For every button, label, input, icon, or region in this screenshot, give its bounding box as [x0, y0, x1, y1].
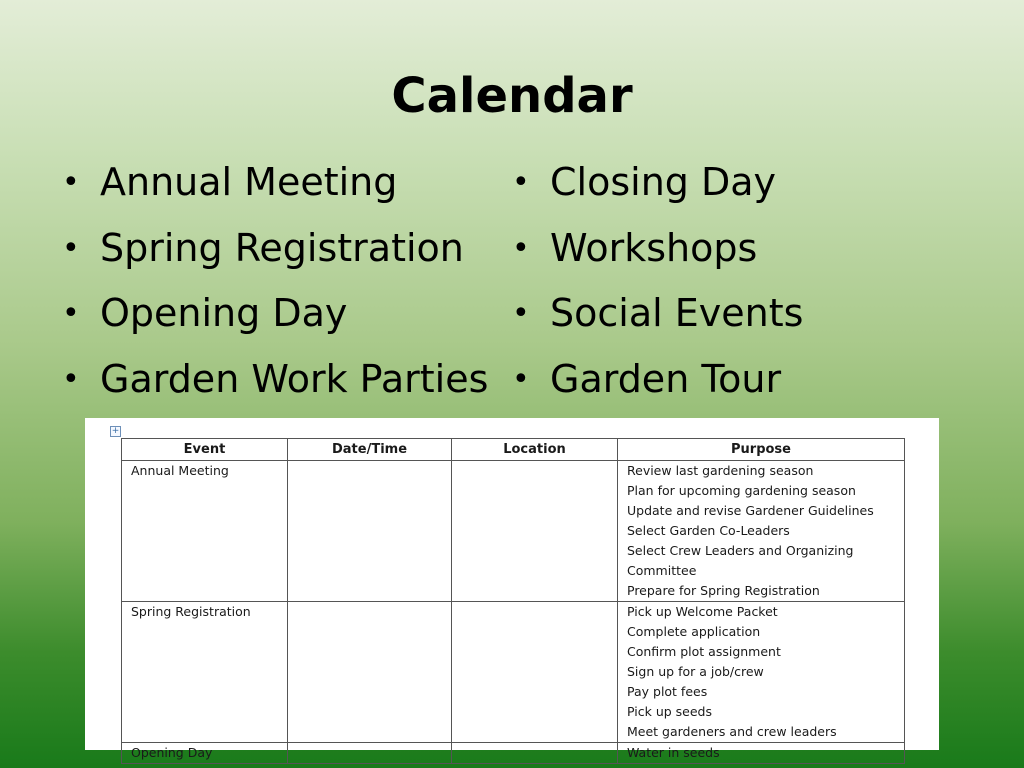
purpose-line: Committee [627, 563, 697, 578]
purpose-line: Select Crew Leaders and Organizing [627, 543, 854, 558]
location-cell [452, 743, 618, 764]
purpose-cell [618, 461, 905, 602]
bullet-item [510, 281, 803, 347]
date-time-cell [288, 602, 452, 743]
purpose-line: Confirm plot assignment [627, 644, 781, 659]
purpose-line: Pay plot fees [627, 684, 708, 699]
bullet-text: Closing Day [550, 160, 777, 204]
bullet-list-left [60, 150, 488, 412]
purpose-line: Complete application [627, 624, 761, 639]
header-date-time: Date/Time [288, 439, 452, 461]
event-cell: Annual Meeting [122, 461, 288, 602]
table-header-row [122, 439, 905, 461]
bullet-text: Annual Meeting [100, 160, 398, 204]
bullet-item [510, 347, 803, 413]
bullet-icon: • [512, 361, 530, 397]
purpose-line: Meet gardeners and crew leaders [627, 724, 837, 739]
header-location: Location [452, 439, 618, 461]
bullet-text: Garden Tour [550, 356, 782, 401]
events-table [121, 438, 905, 764]
table-row [122, 461, 905, 602]
bullet-icon: • [62, 165, 80, 200]
bullet-item [60, 281, 488, 347]
bullet-text: Spring Registration [100, 225, 464, 270]
bullet-text: Opening Day [100, 291, 348, 335]
table-move-handle-icon[interactable]: + [111, 426, 120, 436]
purpose-cell [618, 743, 905, 764]
embedded-table-image [85, 418, 939, 760]
header-purpose: Purpose [618, 439, 905, 461]
purpose-line: Prepare for Spring Registration [627, 583, 820, 598]
bullet-text: Workshops [550, 225, 758, 270]
bullet-text: Social Events [550, 291, 804, 335]
bullet-item [510, 150, 803, 216]
bullet-item [60, 150, 488, 216]
purpose-line: Select Garden Co-Leaders [627, 523, 790, 538]
bullet-icon: • [62, 230, 80, 266]
purpose-line: Water in seeds [627, 745, 720, 760]
bullet-text: Garden Work Parties [100, 356, 489, 401]
bullet-icon: • [62, 361, 80, 397]
purpose-line: Update and revise Gardener Guidelines [627, 503, 874, 518]
purpose-line: Plan for upcoming gardening season [627, 483, 856, 498]
table-row [122, 602, 905, 743]
purpose-line: Pick up seeds [627, 704, 712, 719]
header-event: Event [122, 439, 288, 461]
purpose-line: Pick up Welcome Packet [627, 604, 778, 619]
date-time-cell [288, 461, 452, 602]
date-time-cell [288, 743, 452, 764]
bullet-list-right [510, 150, 803, 412]
event-cell: Opening Day [122, 743, 288, 764]
location-cell [452, 602, 618, 743]
bullet-icon: • [512, 165, 530, 200]
slide-title: Calendar [391, 68, 633, 124]
bullet-item [60, 216, 488, 282]
purpose-line: Sign up for a job/crew [627, 664, 764, 679]
bullet-icon: • [512, 296, 530, 331]
bullet-item [60, 347, 488, 413]
table-row [122, 743, 905, 764]
purpose-line: Review last gardening season [627, 463, 814, 478]
event-cell: Spring Registration [122, 602, 288, 743]
bullet-icon: • [62, 296, 80, 331]
location-cell [452, 461, 618, 602]
purpose-cell [618, 602, 905, 743]
bullet-icon: • [512, 230, 530, 266]
bullet-item [510, 216, 803, 282]
